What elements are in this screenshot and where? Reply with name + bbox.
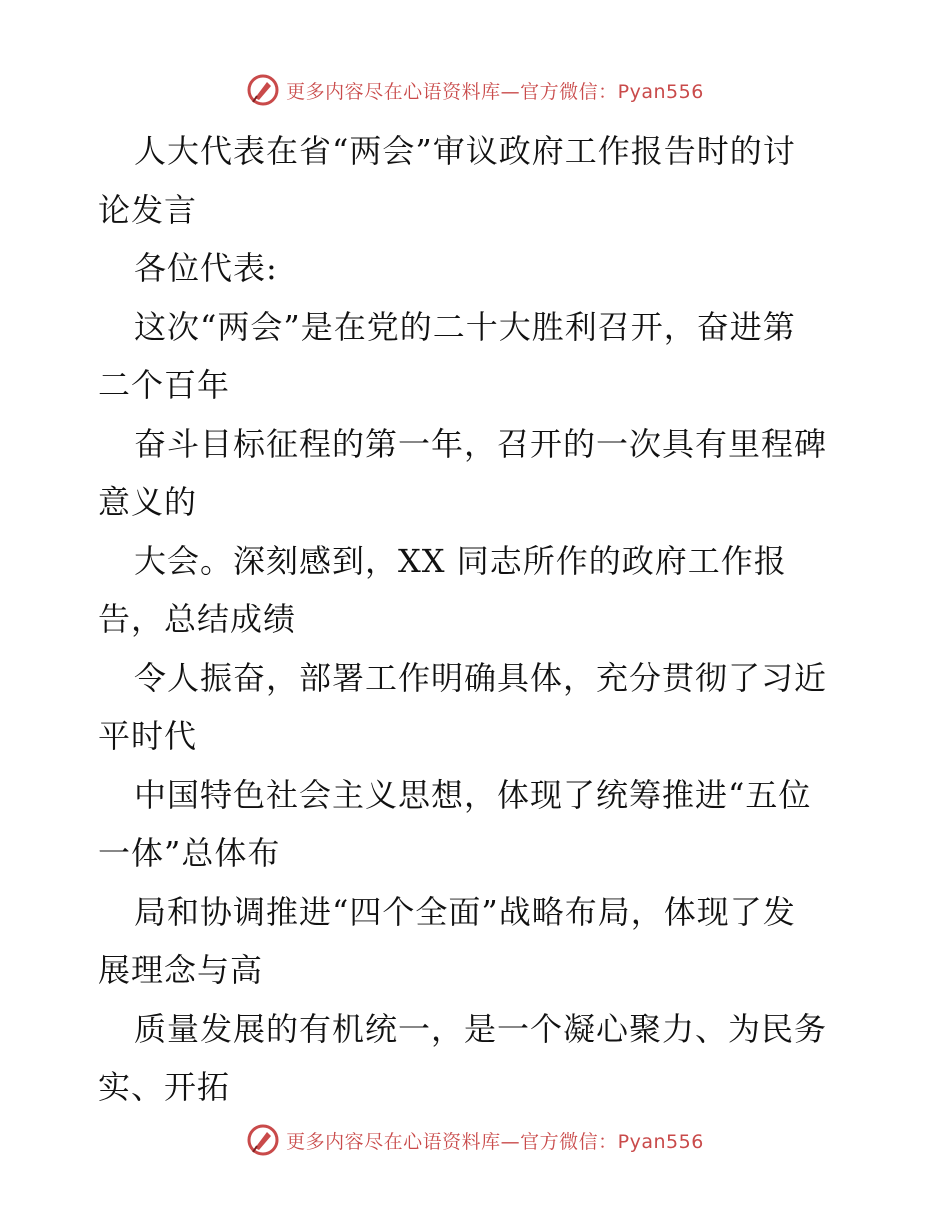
quill-logo-icon <box>246 1123 280 1157</box>
footer-watermark-text: 更多内容尽在心语资料库—官方微信：Pyan556 <box>286 1130 704 1153</box>
footer-watermark-banner <box>0 1120 950 1160</box>
header-watermark-text: 更多内容尽在心语资料库—官方微信：Pyan556 <box>286 80 704 103</box>
body-text-line: 各位代表: <box>134 249 278 287</box>
body-text-line: 大会。深刻感到，XX 同志所作的政府工作报 <box>134 541 787 580</box>
body-text-line: 展理念与高 <box>98 951 264 989</box>
body-text-line: 中国特色社会主义思想，体现了统筹推进“五位 <box>134 775 812 814</box>
body-text-line: 平时代 <box>98 717 198 755</box>
body-text-line: 质量发展的有机统一，是一个凝心聚力、为民务 <box>134 1009 828 1048</box>
body-text-line: 一体”总体布 <box>98 834 281 872</box>
body-text-line: 实、开拓 <box>98 1068 231 1106</box>
body-text-line: 告，总结成绩 <box>98 600 297 638</box>
body-text-line: 奋斗目标征程的第一年，召开的一次具有里程碑 <box>134 424 828 463</box>
body-text-line: 局和协调推进“四个全面”战略布局，体现了发 <box>134 892 796 931</box>
body-text-line: 论发言 <box>98 190 198 229</box>
document-body <box>98 122 858 1117</box>
header-watermark-banner <box>0 70 950 110</box>
body-text-line: 人大代表在省“两会”审议政府工作报告时的讨 <box>134 132 796 170</box>
body-text-line: 意义的 <box>98 483 198 521</box>
body-text-line: 二个百年 <box>98 366 231 404</box>
body-text-line: 令人振奋，部署工作明确具体，充分贯彻了习近 <box>134 658 828 697</box>
body-text-line: 这次“两会”是在党的二十大胜利召开，奋进第 <box>134 307 796 346</box>
quill-logo-icon <box>246 73 280 107</box>
